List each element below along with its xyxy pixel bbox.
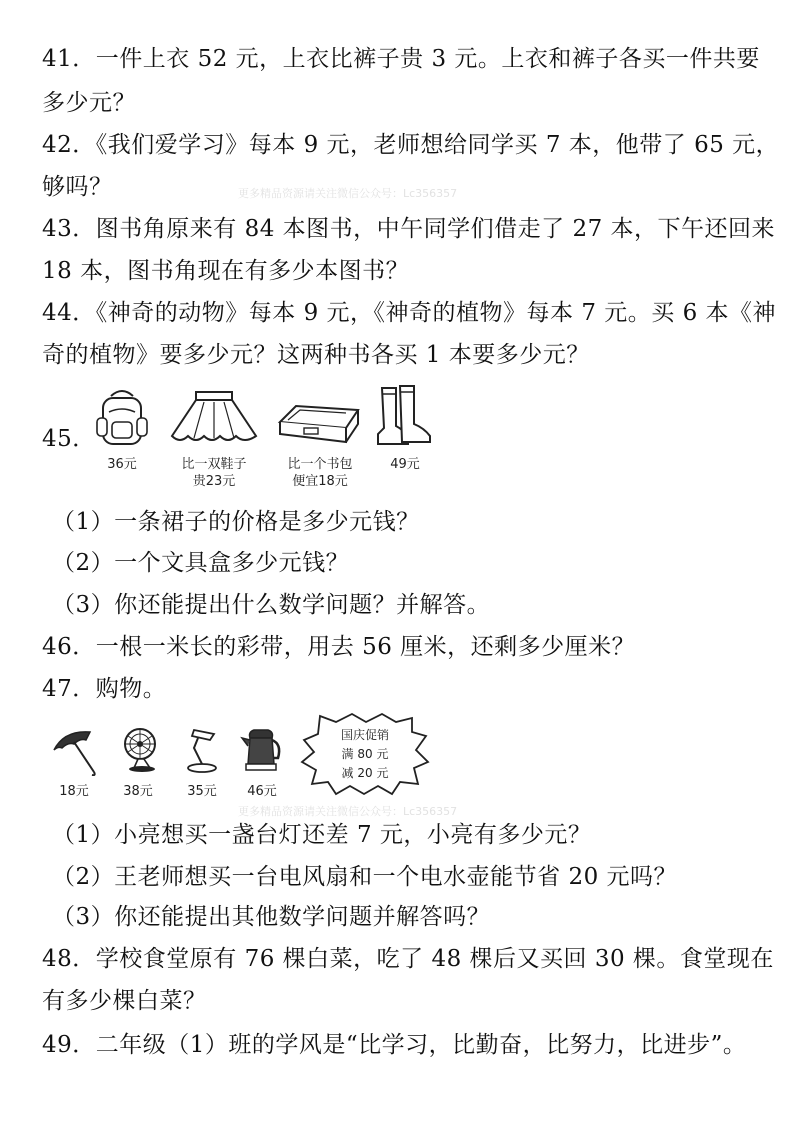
question-41-line-2: 多少元？: [42, 90, 136, 116]
boots-price: 49元: [390, 457, 420, 472]
promo-line-1: 国庆促销: [340, 728, 389, 742]
question-42-line-2: 够吗？: [42, 174, 113, 200]
skirt-caption: [164, 456, 264, 490]
boots-icon: [374, 384, 436, 448]
boots-caption: [375, 456, 435, 473]
electric-fan-price: 38元: [123, 784, 153, 799]
question-44-line-1: 44．《神奇的动物》每本 9 元，《神奇的植物》每本 7 元。买 6 本《神: [42, 300, 777, 326]
question-41-line-1: 41．一件上衣 52 元，上衣比裤子贵 3 元。上衣和裤子各买一件共要: [42, 46, 760, 72]
question-45-sub-2: （2）一个文具盒多少元钱？: [52, 550, 350, 576]
question-45-sub-1: （1）一条裙子的价格是多少元钱？: [52, 509, 420, 535]
question-47-sub-3: （3）你还能提出其他数学问题并解答吗？: [52, 904, 491, 930]
umbrella-icon: [50, 728, 98, 776]
question-44-line-2: 奇的植物》要多少元？这两种书各买 1 本要多少元？: [42, 342, 590, 368]
pencil-box-caption: [270, 456, 370, 490]
skirt-caption-line-1: 比一双鞋子: [181, 457, 247, 472]
question-45-number: 45．: [42, 426, 96, 452]
question-42-line-1: 42．《我们爱学习》每本 9 元，老师想给同学买 7 本，他带了 65 元，: [42, 132, 780, 158]
question-47-sub-2: （2）王老师想买一台电风扇和一个电水壶能节省 20 元吗？: [52, 864, 678, 890]
backpack-price: 36元: [107, 457, 137, 472]
backpack-caption: [92, 456, 152, 473]
question-49-line-1: 49．二年级（1）班的学风是“比学习，比勤奋，比努力，比进步”。: [42, 1032, 747, 1058]
question-48-line-1: 48．学校食堂原有 76 棵白菜，吃了 48 棵后又买回 30 棵。食堂现在: [42, 946, 774, 972]
pencil-box-icon: [276, 400, 362, 446]
promo-text: [320, 726, 410, 783]
umbrella-price: 18元: [59, 784, 89, 799]
watermark: 更多精品资源请关注微信公众号：Lc356357: [238, 187, 458, 200]
question-45-sub-3: （3）你还能提出什么数学问题？并解答。: [52, 592, 491, 618]
question-48-line-2: 有多少棵白菜？: [42, 988, 207, 1014]
pencil-box-caption-line-2: 便宜18元: [292, 474, 348, 489]
question-47-sub-1: （1）小亮想买一盏台灯还差 7 元，小亮有多少元？: [52, 822, 592, 848]
electric-kettle-price: 46元: [247, 784, 277, 799]
watermark: 更多精品资源请关注微信公众号：Lc356357: [238, 805, 458, 818]
electric-fan-icon: [116, 726, 160, 774]
question-46-line-1: 46．一根一米长的彩带，用去 56 厘米，还剩多少厘米？: [42, 634, 636, 660]
desk-lamp-icon: [180, 726, 224, 774]
backpack-icon: [93, 388, 151, 448]
promo-line-2: 满 80 元: [341, 747, 389, 761]
question-43-line-2: 18 本，图书角现在有多少本图书？: [42, 258, 410, 284]
question-43-line-1: 43．图书角原来有 84 本图书，中午同学们借走了 27 本，下午还回来: [42, 216, 776, 242]
skirt-caption-line-2: 贵23元: [192, 474, 236, 489]
skirt-icon: [166, 390, 262, 448]
promo-line-3: 减 20 元: [341, 766, 389, 780]
question-47-line-1: 47．购物。: [42, 676, 167, 702]
pencil-box-caption-line-1: 比一个书包: [287, 457, 353, 472]
desk-lamp-price: 35元: [187, 784, 217, 799]
electric-kettle-icon: [240, 726, 284, 774]
